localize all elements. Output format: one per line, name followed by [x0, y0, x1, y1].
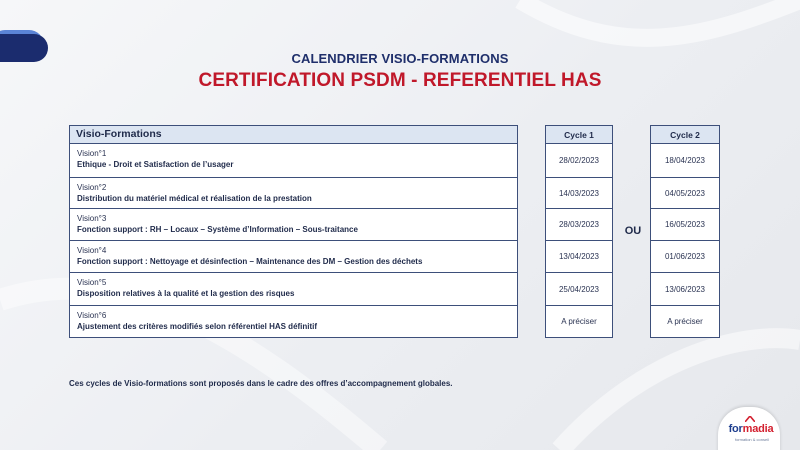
row-label: Vision°1: [77, 149, 107, 158]
row-title: Fonction support : Nettoyage et désinfection – Maintenance des DM – Gestion des déchets: [77, 257, 423, 266]
cycle2-date: 01/06/2023: [651, 241, 719, 273]
table-row: [70, 306, 517, 337]
cycle2-date: 04/05/2023: [651, 178, 719, 209]
row-title: Disposition relatives à la qualité et la gestion des risques: [77, 289, 295, 298]
cycle1-date: 25/04/2023: [546, 273, 612, 306]
visio-formations-table: [69, 125, 518, 338]
cycle2-date: 18/04/2023: [651, 144, 719, 178]
table-row: [70, 178, 517, 209]
row-title: Fonction support : RH – Locaux – Système d’Information – Sous-traitance: [77, 225, 358, 234]
row-label: Vision°4: [77, 246, 107, 255]
cycle2-header: Cycle 2: [651, 126, 719, 144]
logo-part1: for: [728, 423, 743, 435]
row-label: Vision°5: [77, 278, 107, 287]
cycle1-date: 28/03/2023: [546, 209, 612, 241]
cycle2-date: 16/05/2023: [651, 209, 719, 241]
cycle1-date: 13/04/2023: [546, 241, 612, 273]
logo-tagline: formation & conseil: [734, 437, 769, 442]
page-title: CERTIFICATION PSDM - REFERENTIEL HAS: [198, 70, 602, 91]
row-title: Ethique - Droit et Satisfaction de l’usager: [77, 160, 234, 169]
cycle2-date: 13/06/2023: [651, 273, 719, 306]
row-label: Vision°2: [77, 183, 107, 192]
table-header: Visio-Formations: [70, 126, 517, 144]
roof-icon: [745, 416, 755, 422]
or-separator: OU: [624, 225, 642, 237]
row-label: Vision°6: [77, 311, 107, 320]
cycle1-column: [545, 125, 613, 338]
cycle1-header: Cycle 1: [546, 126, 612, 144]
table-row: [70, 144, 517, 178]
cycle2-date: A préciser: [667, 317, 703, 326]
footnote: Ces cycles de Visio-formations sont proposés dans le cadre des offres d’accompagnement globales.: [69, 379, 453, 388]
row-title: Distribution du matériel médical et réalisation de la prestation: [77, 194, 312, 203]
cycle2-column: [650, 125, 720, 338]
row-title: Ajustement des critères modifiés selon référentiel HAS définitif: [77, 322, 318, 331]
cycle1-date: 14/03/2023: [546, 178, 612, 209]
table-row: [70, 209, 517, 241]
logo-wordmark: [721, 423, 781, 435]
cycle1-date: A préciser: [561, 317, 597, 326]
row-label: Vision°3: [77, 214, 107, 223]
table-row: [70, 241, 517, 273]
cycle1-date: 28/02/2023: [546, 144, 612, 178]
table-row: [70, 273, 517, 306]
logo-part2: madia: [742, 423, 774, 435]
page-subtitle: CALENDRIER VISIO-FORMATIONS: [291, 51, 509, 66]
